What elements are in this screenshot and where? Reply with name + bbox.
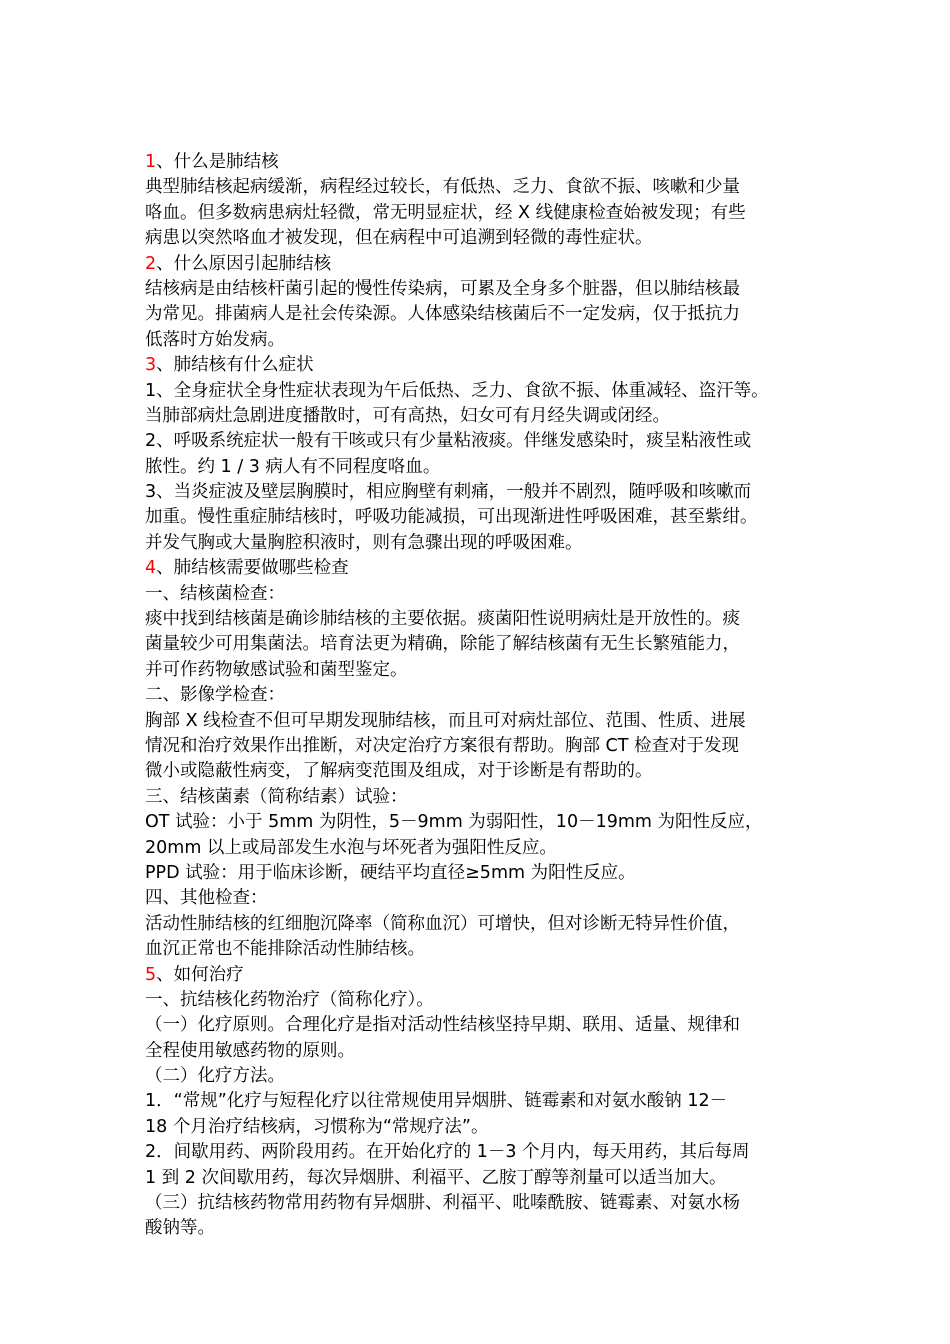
section-title: 、什么原因引起肺结核 (156, 253, 332, 274)
paragraph-line: 一、结核菌检查： (145, 583, 285, 604)
section-title: 、如何治疗 (156, 964, 244, 985)
paragraph-line: 二、影像学检查： (145, 685, 285, 706)
section-heading (145, 150, 825, 175)
section-number: 2 (145, 253, 157, 274)
paragraph-line: 典型肺结核起病缓渐，病程经过较长，有低热、乏力、食欲不振、咳嗽和少量 (145, 177, 740, 198)
section-heading (145, 353, 825, 378)
paragraph-line: 20mm 以上或局部发生水泡与坏死者为强阳性反应。 (145, 837, 557, 858)
paragraph-line: 结核病是由结核杆菌引起的慢性传染病，可累及全身多个脏器，但以肺结核最 (145, 278, 740, 299)
paragraph-line: 酸钠等。 (145, 1218, 215, 1239)
paragraph-line: 18 个月治疗结核病，习惯称为“常规疗法”。 (145, 1116, 489, 1137)
section-number: 1 (145, 152, 157, 172)
section-number: 4 (145, 558, 157, 579)
paragraph-line: 三、结核菌素（简称结素）试验： (145, 786, 408, 807)
paragraph-line: 并可作药物敏感试验和菌型鉴定。 (145, 659, 408, 680)
section-number: 3 (145, 355, 157, 376)
paragraph-line: 3、当炎症波及壁层胸膜时，相应胸壁有刺痛，一般并不剧烈，随呼吸和咳嗽而 (145, 482, 752, 503)
section-heading (145, 252, 825, 277)
paragraph-line: 病患以突然咯血才被发现，但在病程中可追溯到轻微的毒性症状。 (145, 228, 653, 249)
paragraph-line: 加重。慢性重症肺结核时，呼吸功能减损，可出现渐进性呼吸困难，甚至紫绀。 (145, 507, 758, 528)
paragraph-line: 情况和治疗效果作出推断，对决定治疗方案很有帮助。胸部 CT 检查对于发现 (145, 735, 740, 756)
paragraph-line: （二）化疗方法。 (145, 1066, 285, 1087)
paragraph-line: 并发气胸或大量胸腔积液时，则有急骤出现的呼吸困难。 (145, 532, 583, 553)
section-heading (145, 963, 825, 988)
paragraph-line: PPD 试验：用于临床诊断，硬结平均直径≥5mm 为阳性反应。 (145, 862, 636, 883)
paragraph-line: 1 到 2 次间歇用药，每次异烟肼、利福平、乙胺丁醇等剂量可以适当加大。 (145, 1167, 727, 1188)
paragraph-line: 咯血。但多数病患病灶轻微，常无明显症状，经 X 线健康检查始被发现；有些 (145, 202, 746, 223)
paragraph-line: 2．间歇用药、两阶段用药。在开始化疗的 1－3 个月内，每天用药，其后每周 (145, 1142, 750, 1163)
paragraph-line: 血沉正常也不能排除活动性肺结核。 (145, 939, 425, 960)
paragraph-line: 2、呼吸系统症状一般有干咳或只有少量粘液痰。伴继发感染时，痰呈粘液性或 (145, 431, 752, 452)
section-title: 、肺结核需要做哪些检查 (156, 558, 349, 579)
paragraph-line: 为常见。排菌病人是社会传染源。人体感染结核菌后不一定发病，仅于抵抗力 (145, 304, 740, 325)
paragraph-line: （三）抗结核药物常用药物有异烟肼、利福平、吡嗪酰胺、链霉素、对氨水杨 (145, 1193, 740, 1214)
paragraph-line: OT 试验：小于 5mm 为阴性，5－9mm 为弱阳性，10－19mm 为阳性反应， (145, 812, 763, 833)
paragraph-line: 1．“常规”化疗与短程化疗以往常规使用异烟肼、链霉素和对氨水酸钠 12－ (145, 1091, 728, 1112)
paragraph-line: 1、全身症状全身性症状表现为午后低热、乏力、食欲不振、体重减轻、盗汗等。 (145, 380, 769, 401)
document-body (145, 150, 825, 1242)
section-title: 、肺结核有什么症状 (156, 355, 314, 376)
paragraph-line: 脓性。约 1 / 3 病人有不同程度咯血。 (145, 456, 441, 477)
paragraph-line: 全程使用敏感药物的原则。 (145, 1040, 355, 1061)
section-number: 5 (145, 964, 157, 985)
paragraph-line: 一、抗结核化药物治疗（简称化疗）。 (145, 989, 434, 1010)
paragraph-line: 四、其他检查： (145, 888, 268, 909)
paragraph-line: 微小或隐蔽性病变，了解病变范围及组成，对于诊断是有帮助的。 (145, 761, 653, 782)
section-heading (145, 556, 825, 581)
paragraph-line: 菌量较少可用集菌法。培育法更为精确，除能了解结核菌有无生长繁殖能力， (145, 634, 740, 655)
paragraph-line: 痰中找到结核菌是确诊肺结核的主要依据。痰菌阳性说明病灶是开放性的。痰 (145, 609, 740, 630)
paragraph-line: 胸部 X 线检查不但可早期发现肺结核，而且可对病灶部位、范围、性质、进展 (145, 710, 746, 731)
paragraph-line: 活动性肺结核的红细胞沉降率（简称血沉）可增快，但对诊断无特异性价值， (145, 913, 740, 934)
paragraph-line: 低落时方始发病。 (145, 329, 285, 350)
paragraph-line: 当肺部病灶急剧进度播散时，可有高热，妇女可有月经失调或闭经。 (145, 405, 670, 426)
section-title: 、什么是肺结核 (156, 152, 279, 172)
paragraph-line: （一）化疗原则。合理化疗是指对活动性结核坚持早期、联用、适量、规律和 (145, 1015, 740, 1036)
